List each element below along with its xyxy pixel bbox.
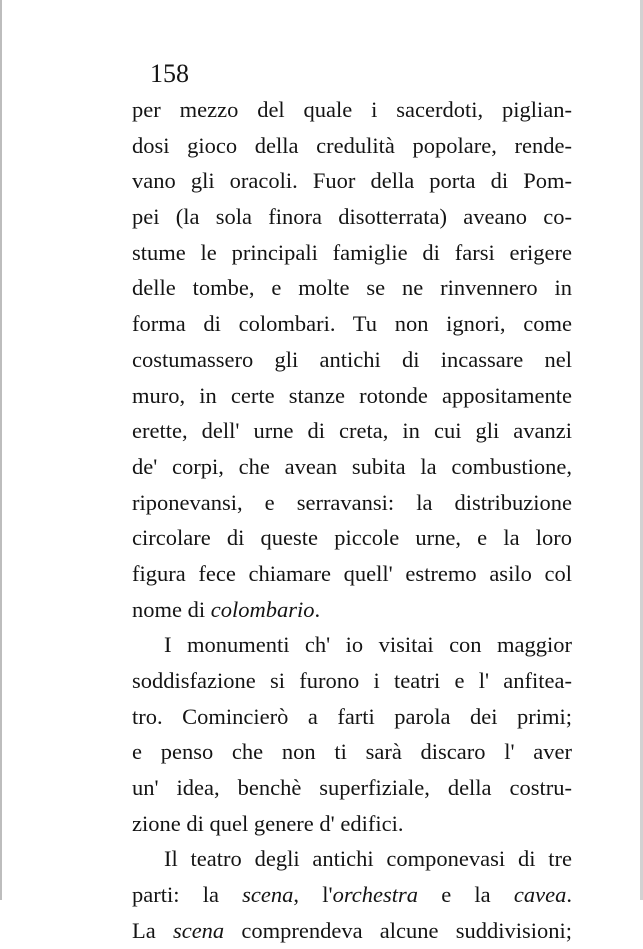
text-run: circolare di queste piccole urne, e la loro: [132, 525, 572, 551]
text-run: orchestra: [332, 882, 418, 908]
text-line: [132, 841, 572, 877]
text-run: e penso che non ti sarà discaro l' aver: [132, 739, 572, 765]
text-run: e la: [417, 882, 514, 908]
text-line: [132, 306, 572, 342]
text-run: parti: la: [132, 882, 243, 908]
text-run: forma di colombari. Tu non ignori, come: [132, 311, 572, 337]
text-run: pei (la sola finora disotterrata) aveano co-: [132, 204, 572, 230]
text-run: , l': [293, 882, 333, 908]
text-line: [132, 556, 572, 592]
text-run: stume le principali famiglie di farsi erigere: [132, 239, 572, 265]
text-line: [132, 806, 572, 842]
text-line: [132, 413, 572, 449]
text-line: [132, 485, 572, 521]
text-run: cavea: [513, 882, 567, 908]
text-run: .: [314, 596, 321, 622]
page-number: 158: [150, 59, 189, 88]
text-line: [132, 342, 572, 378]
text-line: [132, 449, 572, 485]
text-line: [132, 699, 572, 735]
text-line: [132, 270, 572, 306]
text-line: [132, 128, 572, 164]
text-run: costumassero gli antichi di incassare nel: [132, 346, 572, 372]
text-run: colombario: [210, 596, 315, 622]
text-line: [132, 163, 572, 199]
text-line: [132, 734, 572, 770]
text-run: de' corpi, che avean subita la combustione,: [132, 453, 572, 479]
text-run: .: [566, 882, 572, 908]
text-line: [132, 235, 572, 271]
text-run: soddisfazione si furono i teatri e l' anfitea-: [132, 668, 572, 693]
text-run: scena: [242, 882, 294, 908]
text-run: dosi gioco della credulità popolare, rende-: [132, 132, 572, 158]
text-run: un' idea, benchè superfiziale, della costru-: [132, 775, 572, 801]
text-line: [132, 627, 572, 663]
text-run: scena: [172, 917, 225, 943]
text-run: zione di quel genere d' edifici.: [132, 810, 404, 836]
text-run: Il teatro degli antichi componevasi di tre: [164, 846, 572, 872]
page-edge-left: [0, 0, 2, 900]
text-line: [132, 378, 572, 414]
text-line: [132, 877, 572, 913]
text-line: [132, 199, 572, 235]
text-line: [132, 92, 572, 128]
text-run: erette, dell' urne di creta, in cui gli avanzi: [132, 418, 572, 444]
text-line: [132, 770, 572, 806]
text-run: I monumenti ch' io visitai con maggior: [164, 632, 572, 658]
text-run: muro, in certe stanze rotonde appositamente: [132, 382, 572, 408]
text-run: La: [132, 917, 173, 943]
text-run: nome di: [132, 596, 211, 622]
text-run: comprendeva alcune suddivisioni;: [224, 917, 573, 943]
body-text: [132, 92, 572, 949]
text-run: tro. Comincierò a farti parola dei primi;: [132, 703, 572, 729]
text-run: figura fece chiamare quell' estremo asilo col: [132, 560, 572, 586]
text-run: vano gli oracoli. Fuor della porta di Pom-: [132, 168, 572, 194]
text-run: riponevansi, e serravansi: la distribuzione: [132, 489, 572, 515]
text-run: delle tombe, e molte se ne rinvennero in: [132, 275, 572, 301]
text-line: [132, 663, 572, 699]
text-run: per mezzo del quale i sacerdoti, piglian-: [132, 97, 572, 122]
text-line: [132, 913, 572, 949]
text-line: [132, 520, 572, 556]
text-line: [132, 592, 572, 628]
